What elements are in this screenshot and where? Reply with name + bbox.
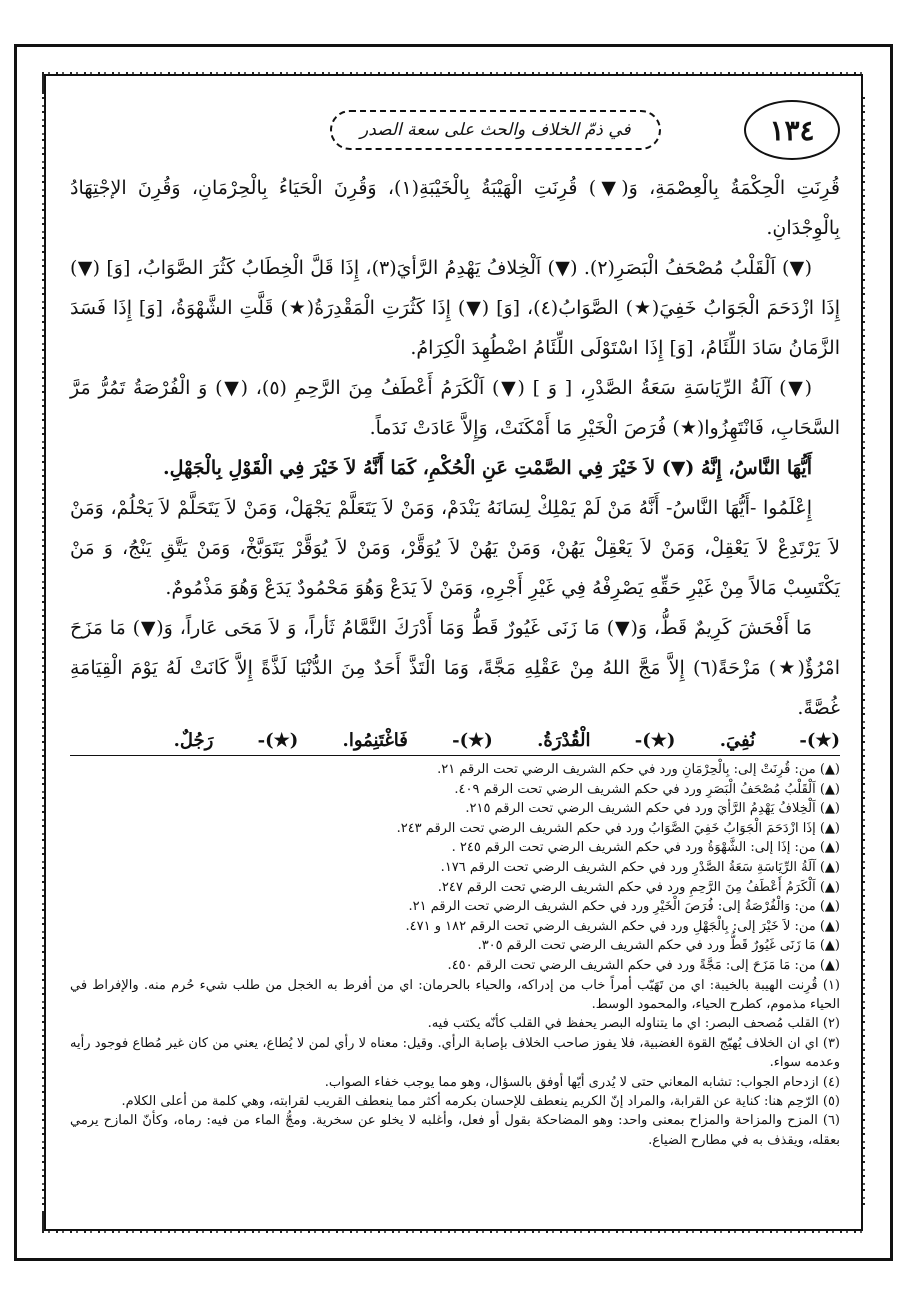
star-note: (★)- الْقُدْرَةُ. [537,730,676,751]
footnote: (٤) ازدحام الجواب: تشابه المعاني حتى لا يُدرى أيّها أوفق بالسؤال، وهو مما يوجب خفاء الصواب. [324,1074,840,1090]
paragraph: مَا أَفْحَشَ كَرِيمٌ قَطُّ، وَ(▼) مَا زَنَى غَيُورٌ قَطُّ وَمَا أَدْرَكَ النَّمَّامُ ثَأراً، وَ لاَ مَحَى عَاراً، وَ(▼) مَا مَزَحَ امْرُؤٌ(★) مَزْحَةً(٦) إِلاَّ مَجَّ اللهُ مِنْ عَقْلِهِ مَجَّةً، وَمَا الْتَذَّ أَحَدٌ مِنَ الدُّنْيَا لَذَّةً إِلاَّ كَانَتْ لَهُ يَوْمَ الْقِيَامَةِ غُصَّةً. [70,617,840,719]
reference: (▲) من: إذَا إلى: الشَّهْوَةُ ورد في حكم الشريف الرضي تحت الرقم ٢٤٥ . [451,840,840,856]
reference: (▲) آلَةُ الرِّيَاسَةِ سَعَةُ الصَّدْرِ ورد في حكم الشريف الرضي تحت الرقم ١٧٦. [440,859,840,875]
star-note: (★)- رَجُلٌ. [173,730,299,751]
star-notes [70,730,840,751]
footnote: (١) قُرِنت الهيبة بالخيبة: اي من تَهَيّب أمراً خاب من إدراكه، والحياء بالحرمان: اي من أفرط به الخجل من طلب شيء حُرم منه. والإفراط في الحياء مذموم، كطرح الحياء، والمحمود الوسط. [70,977,840,1012]
footnote: (٥) الرّحِم هنا: كناية عن القرابة، والمراد إنّ الكريم ينعطف للإحسان بكرمه أكثر مما ينعطف القريب لقرابته، وهي كلمة من أعلى الكلام. [121,1093,840,1109]
page-number: ١٣٤ [744,100,840,160]
page-header [70,94,840,166]
page-content [70,94,840,1150]
paragraph: (▼) اَلْقَلْبُ مُصْحَفُ الْبَصَرِ(٢). (▼) اَلْخِلافُ يَهْدِمُ الرَّأيَ(٣)، إِذَا قَلَّ الْخِطَابُ كَثُرَ الصَّوَابُ، [وَ] (▼) إِذَا ازْدَحَمَ الْجَوَابُ خَفِيَ(★) الصَّوَابُ(٤)، [وَ] (▼) إِذَا كَثُرَتِ الْمَقْدِرَةُ(★) قَلَّتِ الشَّهْوَةُ، [وَ] إِذَا فَسَدَ الزَّمَانُ سَادَ اللِّئَامُ، [وَ] إِذَا اسْتَوْلَى اللِّئَامُ اضْطُهِدَ الْكِرَامُ. [70,257,840,359]
reference: (▲) إذَا ازْدَحَمَ الْجَوَابُ خَفِيَ الصَّوَابُ ورد في حكم الشريف الرضي تحت الرقم ٢٤٣. [396,820,840,836]
star-note: (★)- نُفِيَ. [719,730,840,751]
footnote: (٦) المزح والمزاحة والمزاح بمعنى واحد: وهو المضاحكة بقول أو فعل، وأغلبه لا يخلو عن سخرية. ومجُّ الماء من فيه: رماه، وكأنّ المازح يرمي بعقله، ويقذف به في مطارح الضياع. [70,1113,840,1148]
star-note: (★)- فَاغْتَنِمُوا. [342,730,493,751]
reference: (▲) اَلْخِلافُ يَهْدِمُ الرَّأيَ ورد في حكم الشريف الرضي تحت الرقم ٢١٥. [465,801,840,817]
reference: (▲) اَلْكَرَمُ أَعْطَفُ مِنَ الرَّحِمِ ورد في حكم الشريف الرضي تحت الرقم ٢٤٧. [437,879,840,895]
main-text [70,168,840,728]
footnote: (٣) اي ان الخلاف يُهيّج القوة الغضبية، فلا يفوز صاحب الخلاف بإصابة الرأي. وقيل: معناه لا رأي لمن لا يُطاع، يعني من كان غير مُطاع فوجود رأيه وعدمه سواء. [70,1035,840,1071]
reference: (▲) من: لاَ خَيْرَ إلى: بِالْجَهْلِ ورد في حكم الشريف الرضي تحت الرقم ١٨٢ و ٤٧١. [405,918,840,934]
footnotes [70,976,840,1151]
paragraph: (▼) آلَةُ الرِّيَاسَةِ سَعَةُ الصَّدْرِ، [ وَ ] (▼) اَلْكَرَمُ أَعْطَفُ مِنَ الرَّحِمِ (٥)، (▼) وَ الْفُرْصَةُ تَمُرُّ مَرَّ السَّحَابِ، فَانْتَهِزُوا(★) فُرَصَ الْخَيْرِ مَا أَمْكَنَتْ، وَإِلاَّ عَادَتْ نَدَماً. [70,377,840,439]
reference: (▲) من: قُرِنَتْ إلى: بِالْحِرْمَانِ ورد في حكم الشريف الرضي تحت الرقم ٢١. [437,762,840,777]
reference: (▲) اَلْقَلْبُ مُصْحَفُ الْبَصَرِ ورد في حكم الشريف الرضي تحت الرقم ٤٠٩. [454,781,840,797]
chapter-title: في ذمّ الخلاف والحث على سعة الصدر [330,110,661,150]
paragraph: قُرِنَتِ الْحِكْمَةُ بِالْعِصْمَةِ، وَ(▼) قُرِنَتِ الْهَيْبَةُ بِالْخَيْبَةِ(١)، وَقُرِنَ الْحَيَاءُ بِالْحِرْمَانِ، وَقُرِنَ الإجْتِهَادُ بِالْوِجْدَانِ. [70,177,841,239]
divider [70,755,840,756]
footnote: (٢) القلب مُصحف البصر: اي ما يتناوله البصر يحفظ في القلب كأنّه يكتب فيه. [427,1016,840,1032]
paragraph: أَيُّهَا النَّاسُ، إِنَّهُ (▼) لاَ خَيْرَ فِي الصَّمْتِ عَنِ الْحُكْمِ، كَمَا أَنَّهُ لاَ خَيْرَ فِي الْقَوْلِ بِالْجَهْلِ. [163,457,812,479]
reference: (▲) من: وَالْفُرْصَةُ إلى: فُرَصَ الْخَيْرِ ورد في حكم الشريف الرضي تحت الرقم ٢١. [408,899,840,915]
paragraph: إِعْلَمُوا -أَيُّهَا النَّاسُ- أَنَّهُ مَنْ لَمْ يَمْلِكْ لِسَانَهُ يَنْدَمْ، وَمَنْ لاَ يَتَعَلَّمْ يَجْهَلْ، وَمَنْ لاَ يَتَحَلَّمْ لاَ يَحْلُمْ، وَمَنْ لاَ يَرْتَدِعْ لاَ يَعْقِلْ، وَمَنْ لاَ يَعْقِلْ يَهُنْ، وَمَنْ يَهُنْ لاَ يُوَقَّرْ، وَمَنْ لاَ يُوَقَّرْ يَتَوَبَّخْ، وَمَنْ يَتَّقِ يَنْجُ، وَ مَنْ يَكْتَسِبْ مَالاً مِنْ غَيْرِ حَقِّهِ يَصْرِفْهُ فِي غَيْرِ أَجْرِهِ، وَمَنْ لاَ يَدَعْ وَهُوَ مَحْمُودٌ يَدَعْ وَهُوَ مَذْمُومٌ. [70,497,840,599]
references-list [70,760,840,976]
reference: (▲) مَا زَنَى غَيُورٌ قَطُّ ورد في حكم الشريف الرضي تحت الرقم ٣٠٥. [477,938,840,954]
reference: (▲) من: مَا مَزَحَ إلى: مَجَّةً ورد في حكم الشريف الرضي تحت الرقم ٤٥٠. [447,957,840,973]
